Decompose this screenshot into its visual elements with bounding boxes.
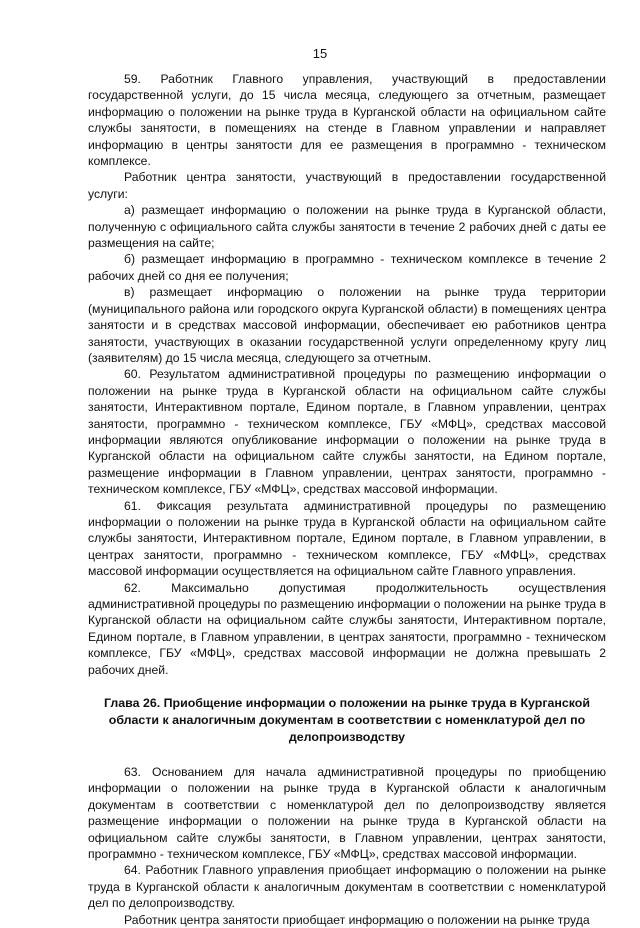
chapter-heading: Глава 26. Приобщение информации о положении на рынке труда в Курганской области к аналогичным документам в соответствии с номенклатурой дел по делопроизводству [103,696,590,745]
paragraph-59: 59. Работник Главного управления, участвующий в предоставлении государственной услуги, до 15 числа месяца, следующего за отчетным, размещает информацию о положении на рынке труда в Курганской области на официальном сайте службы занятости, в помещениях на стенде в Главном управлении и направляет информацию в центры занятости для ее размещения в программно - техническом комплексе. [88,72,606,169]
paragraph-63: 63. Основанием для начала административной процедуры по приобщению информации о положении на рынке труда в Курганской области к аналогичным документам в соответствии с номенклатурой дел по делопроизводству является размещение информации о положении на рынке труда в Курганской области на официальном сайте службы занятости, в Главном управлении, центрах занятости, программно - техническом комплексе, ГБУ «МФЦ», средствах массовой информации. [88,765,606,862]
page-number: 15 [312,46,328,61]
list-item-a: а) размещает информацию о положении на рынке труда в Курганской области, полученную с официального сайта службы занятости в течение 2 рабочих дней с даты ее размещения на сайте; [88,203,606,251]
paragraph-center-worker-2: Работник центра занятости приобщает информацию о положении на рынке труда [124,912,590,927]
paragraph-60: 60. Результатом административной процедуры по размещению информации о положении на рынке труда в Курганской области на официальном сайте службы занятости, Интерактивном портале, Едином портале, в Главном управлении, центрах занятости, программно - техническом комплексе, ГБУ «МФЦ», средствах массовой информации являются опубликование информации о положении на рынке труда в Курганской области на официальном сайте службы занятости, на Едином портале, размещение информации в Главном управлении, центрах занятости, программно - техническом комплексе, ГБУ «МФЦ», средствах массовой информации. [88,367,606,497]
paragraph-62: 62. Максимально допустимая продолжительность осуществления административной процедуры по размещению информации о положении на рынке труда в Курганской области на официальном сайте службы занятости, Интерактивном портале, Едином портале, в Главном управлении, в центрах занятости, программно - техническом комплексе, ГБУ «МФЦ», средствах массовой информации не должна превышать 2 рабочих дней. [88,580,606,677]
list-item-b: б) размещает информацию в программно - техническом комплексе в течение 2 рабочих дней со дня ее получения; [88,252,606,283]
paragraph-64: 64. Работник Главного управления приобщает информацию о положении на рынке труда в Курганской области к аналогичным документам в соответствии с номенклатурой дел по делопроизводству. [88,863,606,911]
list-item-c: в) размещает информацию о положении на рынке труда территории (муниципального района или городского округа Курганской области) в помещениях центра занятости и в средствах массовой информации, обеспечивает ею работников центра занятости, участвующих в оказании государственной услуги определенному кругу лиц (заявителям) до 15 числа месяца, следующего за отчетным. [88,285,606,365]
paragraph-center-worker: Работник центра занятости, участвующий в предоставлении государственной услуги: [88,170,606,201]
document-body [88,71,606,928]
paragraph-61: 61. Фиксация результата административной процедуры по размещению информации о положении на рынке труда в Курганской области на официальном сайте службы занятости, Интерактивном портале, Едином портале, в Главном управлении, в центрах занятости, программно - техническом комплексе, ГБУ «МФЦ», средствах массовой информации осуществляется на официальном сайте Главного управления. [88,498,606,579]
